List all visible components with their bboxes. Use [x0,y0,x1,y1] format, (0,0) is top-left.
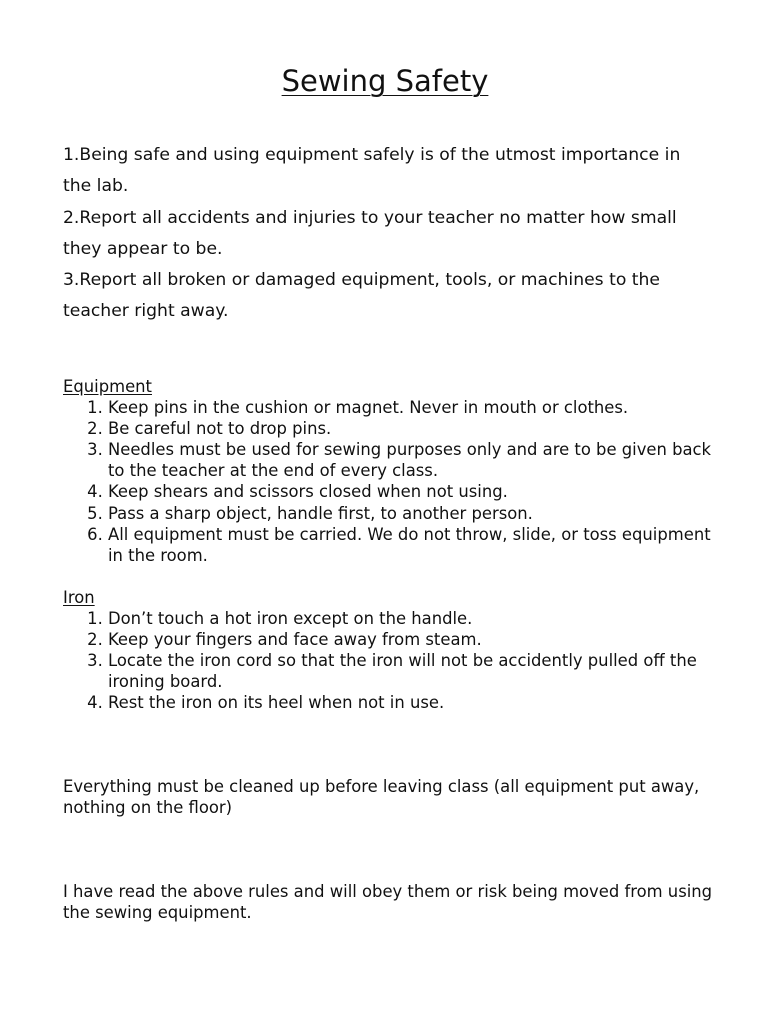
intro-rule-2: 2.Report all accidents and injuries to your teacher no matter how small they appear to be. [63,207,677,259]
iron-heading: Iron [63,588,95,607]
list-item: 4. Rest the iron on its heel when not in use. [108,692,723,713]
cleanup-note: Everything must be cleaned up before leaving class (all equipment put away, nothing on the floor) [63,777,700,818]
page-title: Sewing Safety [281,64,489,98]
pledge-statement: I have read the above rules and will obey them or risk being moved from using the sewing equipment. [63,882,713,923]
list-item: 6. All equipment must be carried. We do not throw, slide, or toss equipment in the room. [108,524,723,566]
list-item: 3. Locate the iron cord so that the iron will not be accidently pulled off the ironing board. [108,650,723,692]
equipment-section [63,376,723,566]
equipment-list [63,397,723,566]
list-item: 1. Keep pins in the cushion or magnet. Never in mouth or clothes. [108,397,723,418]
list-item: 2. Be careful not to drop pins. [108,418,723,439]
list-item: 2. Keep your fingers and face away from steam. [108,629,723,650]
list-item: 3. Needles must be used for sewing purposes only and are to be given back to the teacher at the end of every class. [108,439,723,481]
intro-rule-1: 1.Being safe and using equipment safely is of the utmost importance in the lab. [63,145,681,197]
list-item: 5. Pass a sharp object, handle first, to another person. [108,503,723,524]
list-item: 4. Keep shears and scissors closed when not using. [108,481,723,502]
iron-section [63,587,723,714]
intro-rules [63,140,713,328]
equipment-heading: Equipment [63,377,152,396]
intro-rule-3: 3.Report all broken or damaged equipment, tools, or machines to the teacher right away. [63,270,661,322]
iron-list [63,608,723,713]
list-item: 1. Don’t touch a hot iron except on the handle. [108,608,723,629]
